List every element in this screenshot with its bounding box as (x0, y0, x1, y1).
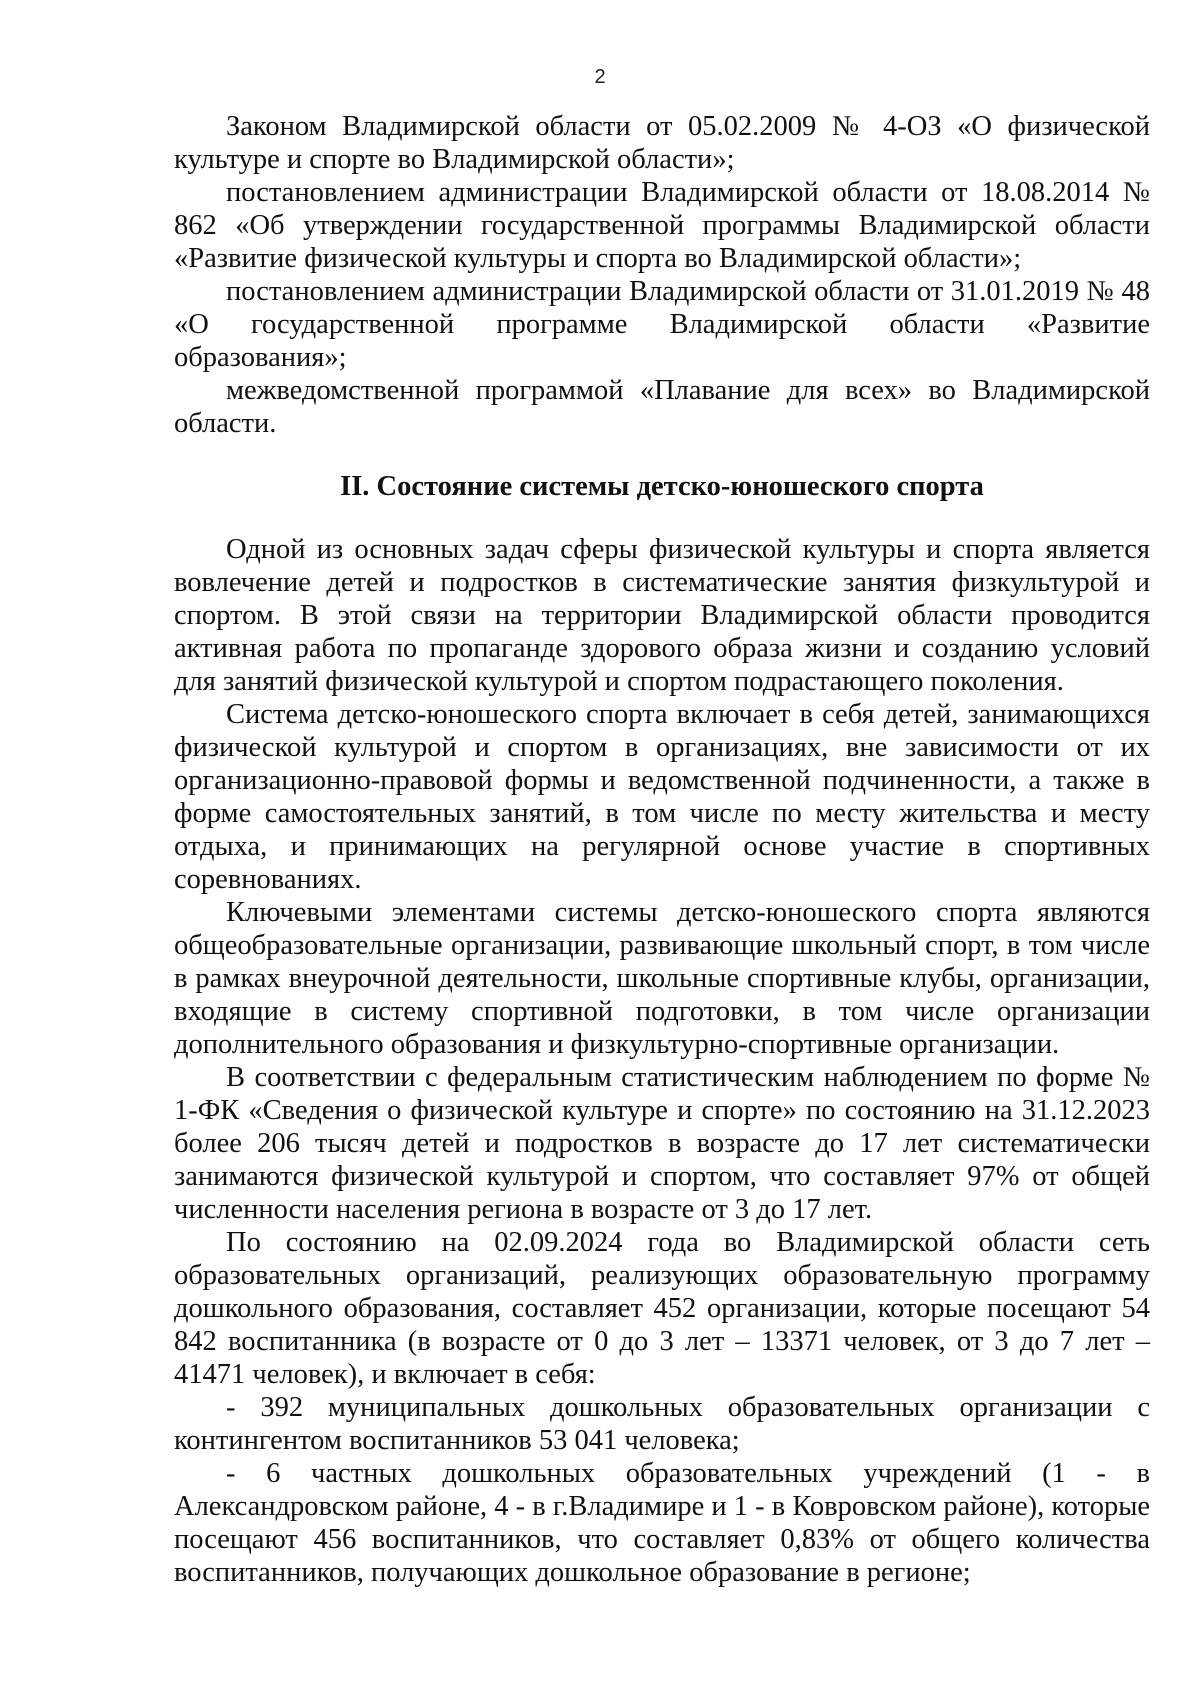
list-item-municipal: - 392 муниципальных дошкольных образовательных организации с контингентом воспитанников 53 041 человека; (174, 1392, 1150, 1456)
paragraph-swimming-program: межведомственной программой «Плавание для всех» во Владимирской области. (174, 375, 1150, 439)
document-body (174, 110, 1150, 1589)
paragraph-law: Законом Владимирской области от 05.02.2009 № 4-ОЗ «О физической культуре и спорте во Владимирской области»; (174, 111, 1150, 175)
paragraph-key-elements: Ключевыми элементами системы детско-юношеского спорта являются общеобразовательные организации, развивающие школьный спорт, в том числе в рамках внеурочной деятельности, школьные спортивные клубы, организации, входящие в систему спортивной подготовки, в том числе организации дополнительного образования и физкультурно-спортивные организации. (174, 897, 1150, 1060)
paragraph-system: Система детско-юношеского спорта включает в себя детей, занимающихся физической культурой и спортом в организациях, вне зависимости от их организационно-правовой формы и ведомственной подчиненности, а также в форме самостоятельных занятий, в том числе по месту жительства и месту отдыха, и принимающих на регулярной основе участие в спортивных соревнованиях. (174, 699, 1150, 895)
list-item-private: - 6 частных дошкольных образовательных учреждений (1 - в Александровском районе, 4 - в г.Владимире и 1 - в Ковровском районе), которые посещают 456 воспитанников, что составляет 0,83% от общего количества воспитанников, получающих дошкольное образование в регионе; (174, 1458, 1151, 1588)
paragraph-main-tasks: Одной из основных задач сферы физической культуры и спорта является вовлечение детей и подростков в систематические занятия физкультурой и спортом. В этой связи на территории Владимирской области проводится активная работа по пропаганде здорового образа жизни и созданию условий для занятий физической культурой и спортом подрастающего поколения. (174, 534, 1150, 697)
paragraph-resolution-2014: постановлением администрации Владимирской области от 18.08.2014 № 862 «Об утверждении государственной программы Владимирской области «Развитие физической культуры и спорта во Владимирской области»; (174, 177, 1150, 274)
page-number: 2 (594, 66, 606, 88)
paragraph-statistics: В соответствии с федеральным статистическим наблюдением по форме № 1-ФК «Сведения о физической культуре и спорте» по состоянию на 31.12.2023 более 206 тысяч детей и подростков в возрасте до 17 лет систематически занимаются физической культурой и спортом, что составляет 97% от общей численности населения региона в возрасте от 3 до 17 лет. (174, 1062, 1150, 1225)
paragraph-preschool: По состоянию на 02.09.2024 года во Владимирской области сеть образовательных организаций, реализующих образовательную программу дошкольного образования, составляет 452 организации, которые посещают 54 842 воспитанника (в возрасте от 0 до 3 лет – 13371 человек, от 3 до 7 лет – 41471 человек), и включает в себя: (174, 1227, 1150, 1390)
section-heading: II. Состояние системы детско-юношеского спорта (340, 471, 984, 502)
paragraph-resolution-2019: постановлением администрации Владимирской области от 31.01.2019 № 48 «О государственной программе Владимирской области «Развитие образования»; (174, 276, 1150, 373)
